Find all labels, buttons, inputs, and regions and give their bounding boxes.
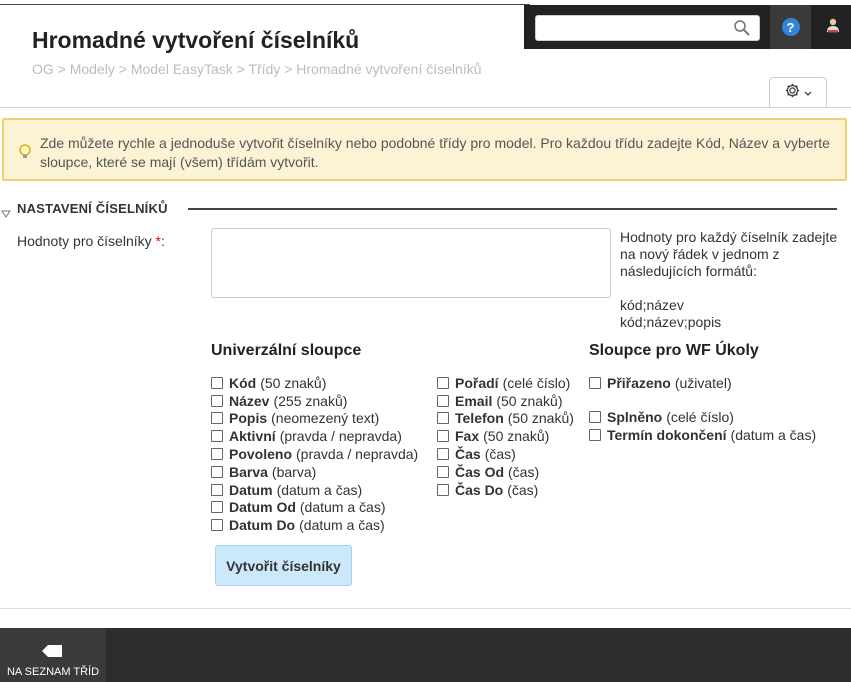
hint-format-2: kód;název;popis <box>620 314 722 330</box>
wf-col-1 <box>589 374 732 392</box>
checkbox-telefon[interactable]: Telefon (50 znaků) <box>437 410 574 428</box>
checkbox-box[interactable] <box>211 466 223 478</box>
checkbox-box[interactable] <box>437 412 449 424</box>
checkbox-popis[interactable]: Popis (neomezený text) <box>211 410 418 428</box>
checkbox-termin-dokonceni[interactable]: Termín dokončení (datum a čas) <box>589 426 816 444</box>
field-hint <box>620 229 845 331</box>
user-menu[interactable] <box>814 5 851 49</box>
search-input[interactable] <box>535 15 760 41</box>
universal-col-1 <box>211 374 418 534</box>
checkbox-splneno[interactable]: Splněno (celé číslo) <box>589 408 816 426</box>
footer-bar <box>0 628 851 682</box>
checkbox-box[interactable] <box>589 411 601 423</box>
checkbox-box[interactable] <box>437 430 449 442</box>
checkbox-datum[interactable]: Datum (datum a čas) <box>211 481 418 499</box>
checkbox-povoleno[interactable]: Povoleno (pravda / nepravda) <box>211 445 418 463</box>
checkbox-nazev[interactable]: Název (255 znaků) <box>211 392 418 410</box>
checkbox-barva[interactable]: Barva (barva) <box>211 463 418 481</box>
back-label: NA SEZNAM TŘÍD <box>6 666 100 678</box>
checkbox-kod[interactable]: Kód (50 znaků) <box>211 374 418 392</box>
hint-format-1: kód;název <box>620 297 684 313</box>
checkbox-prirazeno[interactable]: Přiřazeno (uživatel) <box>589 374 732 392</box>
wf-col-2 <box>589 408 816 444</box>
gear-icon <box>784 82 801 104</box>
lightbulb-icon <box>18 144 32 165</box>
checkbox-box[interactable] <box>437 466 449 478</box>
section-title: NASTAVENÍ ČÍSELNÍKŮ <box>17 201 168 216</box>
section-header[interactable] <box>0 200 851 218</box>
checkbox-aktivni[interactable]: Aktivní (pravda / nepravda) <box>211 427 418 445</box>
checkbox-datum-od[interactable]: Datum Od (datum a čas) <box>211 499 418 517</box>
content-divider <box>0 608 851 609</box>
back-to-class-list-button[interactable] <box>0 628 106 682</box>
checkbox-box[interactable] <box>211 448 223 460</box>
values-textarea[interactable] <box>211 228 611 298</box>
top-divider <box>0 4 530 5</box>
field-label-text: Hodnoty pro číselníky <box>17 233 152 249</box>
required-mark: * <box>155 233 161 249</box>
help-button[interactable] <box>770 5 811 49</box>
checkbox-box[interactable] <box>211 412 223 424</box>
back-arrow-icon <box>40 642 64 665</box>
section-rule <box>188 208 837 210</box>
settings-dropdown-button[interactable] <box>769 77 827 107</box>
checkbox-box[interactable] <box>211 519 223 531</box>
search-icon[interactable] <box>733 19 751 42</box>
checkbox-box[interactable] <box>437 484 449 496</box>
checkbox-box[interactable] <box>211 501 223 513</box>
universal-columns-heading: Univerzální sloupce <box>211 342 362 359</box>
field-label <box>17 233 165 249</box>
page-title: Hromadné vytvoření číselníků <box>32 27 360 53</box>
checkbox-box[interactable] <box>211 484 223 496</box>
info-text: Zde můžete rychle a jednoduše vytvořit číselníky nebo podobné třídy pro model. Pro každou třídu zadejte Kód, Název a vyberte sloupce, které se mají (všem) třídám vytvořit. <box>40 135 830 170</box>
collapse-triangle-icon[interactable] <box>1 205 11 223</box>
checkbox-fax[interactable]: Fax (50 znaků) <box>437 427 574 445</box>
universal-col-2 <box>437 374 574 499</box>
checkbox-box[interactable] <box>437 395 449 407</box>
hint-text: Hodnoty pro každý číselník zadejte na nový řádek v jednom z následujících formátů: <box>620 229 838 279</box>
checkbox-cas-od[interactable]: Čas Od (čas) <box>437 463 574 481</box>
checkbox-box[interactable] <box>211 395 223 407</box>
checkbox-box[interactable] <box>437 377 449 389</box>
wf-columns-heading: Sloupce pro WF Úkoly <box>589 342 759 359</box>
chevron-down-icon <box>804 84 812 102</box>
help-icon: ? <box>782 18 800 36</box>
checkbox-poradi[interactable]: Pořadí (celé číslo) <box>437 374 574 392</box>
checkbox-cas[interactable]: Čas (čas) <box>437 445 574 463</box>
field-label-colon: : <box>160 233 165 249</box>
checkbox-datum-do[interactable]: Datum Do (datum a čas) <box>211 516 418 534</box>
checkbox-box[interactable] <box>437 448 449 460</box>
checkbox-box[interactable] <box>589 429 601 441</box>
checkbox-box[interactable] <box>211 430 223 442</box>
create-codelists-button[interactable]: Vytvořit číselníky <box>215 545 352 586</box>
user-avatar-icon <box>825 17 841 38</box>
breadcrumb[interactable]: OG > Modely > Model EasyTask > Třídy > Hromadné vytvoření číselníků <box>32 61 482 77</box>
header-divider <box>0 107 851 108</box>
checkbox-box[interactable] <box>211 377 223 389</box>
checkbox-cas-do[interactable]: Čas Do (čas) <box>437 481 574 499</box>
checkbox-email[interactable]: Email (50 znaků) <box>437 392 574 410</box>
info-box <box>2 118 847 181</box>
checkbox-box[interactable] <box>589 377 601 389</box>
